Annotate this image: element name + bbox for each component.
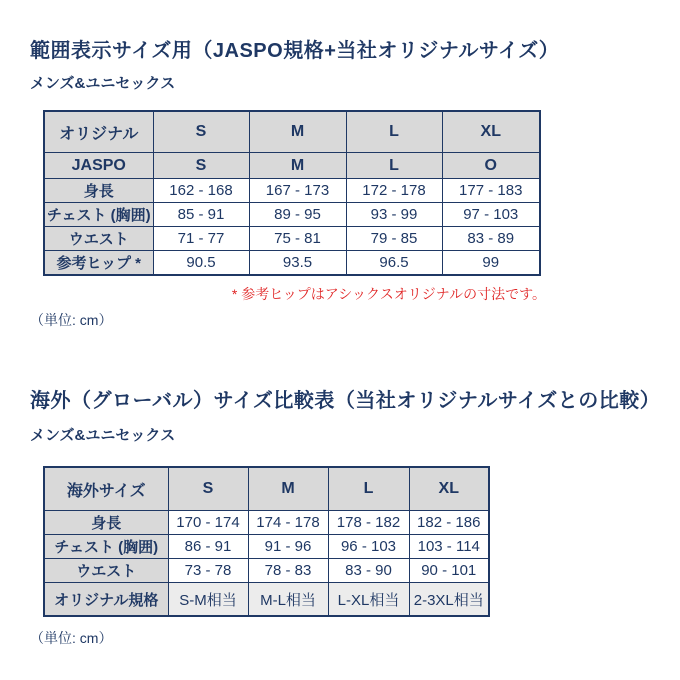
row-label-chest: チェスト (胸囲): [44, 535, 168, 559]
hip-footnote: * 参考ヒップはアシックスオリジナルの寸法です。: [231, 286, 546, 302]
size-value-cell: 85 - 91: [153, 203, 249, 227]
table1-size-col-l: L: [346, 111, 442, 153]
table2-size-col-m: M: [248, 467, 328, 511]
table2-size-col-s: S: [168, 467, 248, 511]
size-value-cell: L-XL相当: [328, 583, 409, 617]
table1-header-jaspo-row: [44, 153, 540, 179]
size-value-cell: 167 - 173: [249, 179, 346, 203]
row-label-chest: チェスト (胸囲): [44, 203, 153, 227]
row-label-waist: ウエスト: [44, 559, 168, 583]
table1-size-col-s: S: [153, 111, 249, 153]
size-value-cell: M-L相当: [248, 583, 328, 617]
size-value-cell: 79 - 85: [346, 227, 442, 251]
table1-hip-row: [44, 251, 540, 276]
table1-jaspo-label: JASPO: [44, 153, 153, 179]
section1-title: 範囲表示サイズ用（JASPO規格+当社オリジナルサイズ）: [30, 40, 560, 62]
size-value-cell: 86 - 91: [168, 535, 248, 559]
size-value-cell: 170 - 174: [168, 511, 248, 535]
size-value-cell: 71 - 77: [153, 227, 249, 251]
size-value-cell: 90 - 101: [409, 559, 489, 583]
size-value-cell: 177 - 183: [442, 179, 540, 203]
table1-jaspo-col-s: S: [153, 153, 249, 179]
size-value-cell: 97 - 103: [442, 203, 540, 227]
size-value-cell: 174 - 178: [248, 511, 328, 535]
global-size-table: [43, 466, 490, 617]
table1-jaspo-col-l: L: [346, 153, 442, 179]
table2-chest-row: [44, 535, 489, 559]
table1-height-row: [44, 179, 540, 203]
size-value-cell: 73 - 78: [168, 559, 248, 583]
section2-title: 海外（グローバル）サイズ比較表（当社オリジナルサイズとの比較）: [30, 390, 661, 412]
table2-height-row: [44, 511, 489, 535]
section1-unit-label: （単位: cm）: [30, 312, 113, 328]
table1-header-original-row: [44, 111, 540, 153]
table1-jaspo-col-m: M: [249, 153, 346, 179]
row-label-original-spec: オリジナル規格: [44, 583, 168, 617]
size-value-cell: 90.5: [153, 251, 249, 276]
table2-size-col-l: L: [328, 467, 409, 511]
table1-chest-row: [44, 203, 540, 227]
row-label-waist: ウエスト: [44, 227, 153, 251]
row-label-height: 身長: [44, 179, 153, 203]
table2-original-spec-row: [44, 583, 489, 617]
section2-subtitle: メンズ&ユニセックス: [30, 427, 176, 444]
table1-original-label: オリジナル: [44, 111, 153, 153]
size-value-cell: 91 - 96: [248, 535, 328, 559]
size-value-cell: 96.5: [346, 251, 442, 276]
size-value-cell: 96 - 103: [328, 535, 409, 559]
size-value-cell: 83 - 89: [442, 227, 540, 251]
size-value-cell: 89 - 95: [249, 203, 346, 227]
size-value-cell: 178 - 182: [328, 511, 409, 535]
size-value-cell: 2-3XL相当: [409, 583, 489, 617]
section2-unit-label: （単位: cm）: [30, 630, 113, 646]
jaspo-size-table: [43, 110, 541, 276]
table1-waist-row: [44, 227, 540, 251]
row-label-height: 身長: [44, 511, 168, 535]
size-value-cell: 162 - 168: [153, 179, 249, 203]
size-value-cell: 93.5: [249, 251, 346, 276]
size-value-cell: 93 - 99: [346, 203, 442, 227]
size-value-cell: S-M相当: [168, 583, 248, 617]
size-value-cell: 78 - 83: [248, 559, 328, 583]
size-value-cell: 172 - 178: [346, 179, 442, 203]
table1-jaspo-col-o: O: [442, 153, 540, 179]
table2-header-row: [44, 467, 489, 511]
size-value-cell: 99: [442, 251, 540, 276]
size-value-cell: 83 - 90: [328, 559, 409, 583]
row-label-hip: 参考ヒップ *: [44, 251, 153, 276]
size-value-cell: 182 - 186: [409, 511, 489, 535]
table1-size-col-xl: XL: [442, 111, 540, 153]
table2-overseas-label: 海外サイズ: [44, 467, 168, 511]
table1-size-col-m: M: [249, 111, 346, 153]
size-value-cell: 103 - 114: [409, 535, 489, 559]
table2-size-col-xl: XL: [409, 467, 489, 511]
size-value-cell: 75 - 81: [249, 227, 346, 251]
section1-subtitle: メンズ&ユニセックス: [30, 75, 176, 92]
table2-waist-row: [44, 559, 489, 583]
